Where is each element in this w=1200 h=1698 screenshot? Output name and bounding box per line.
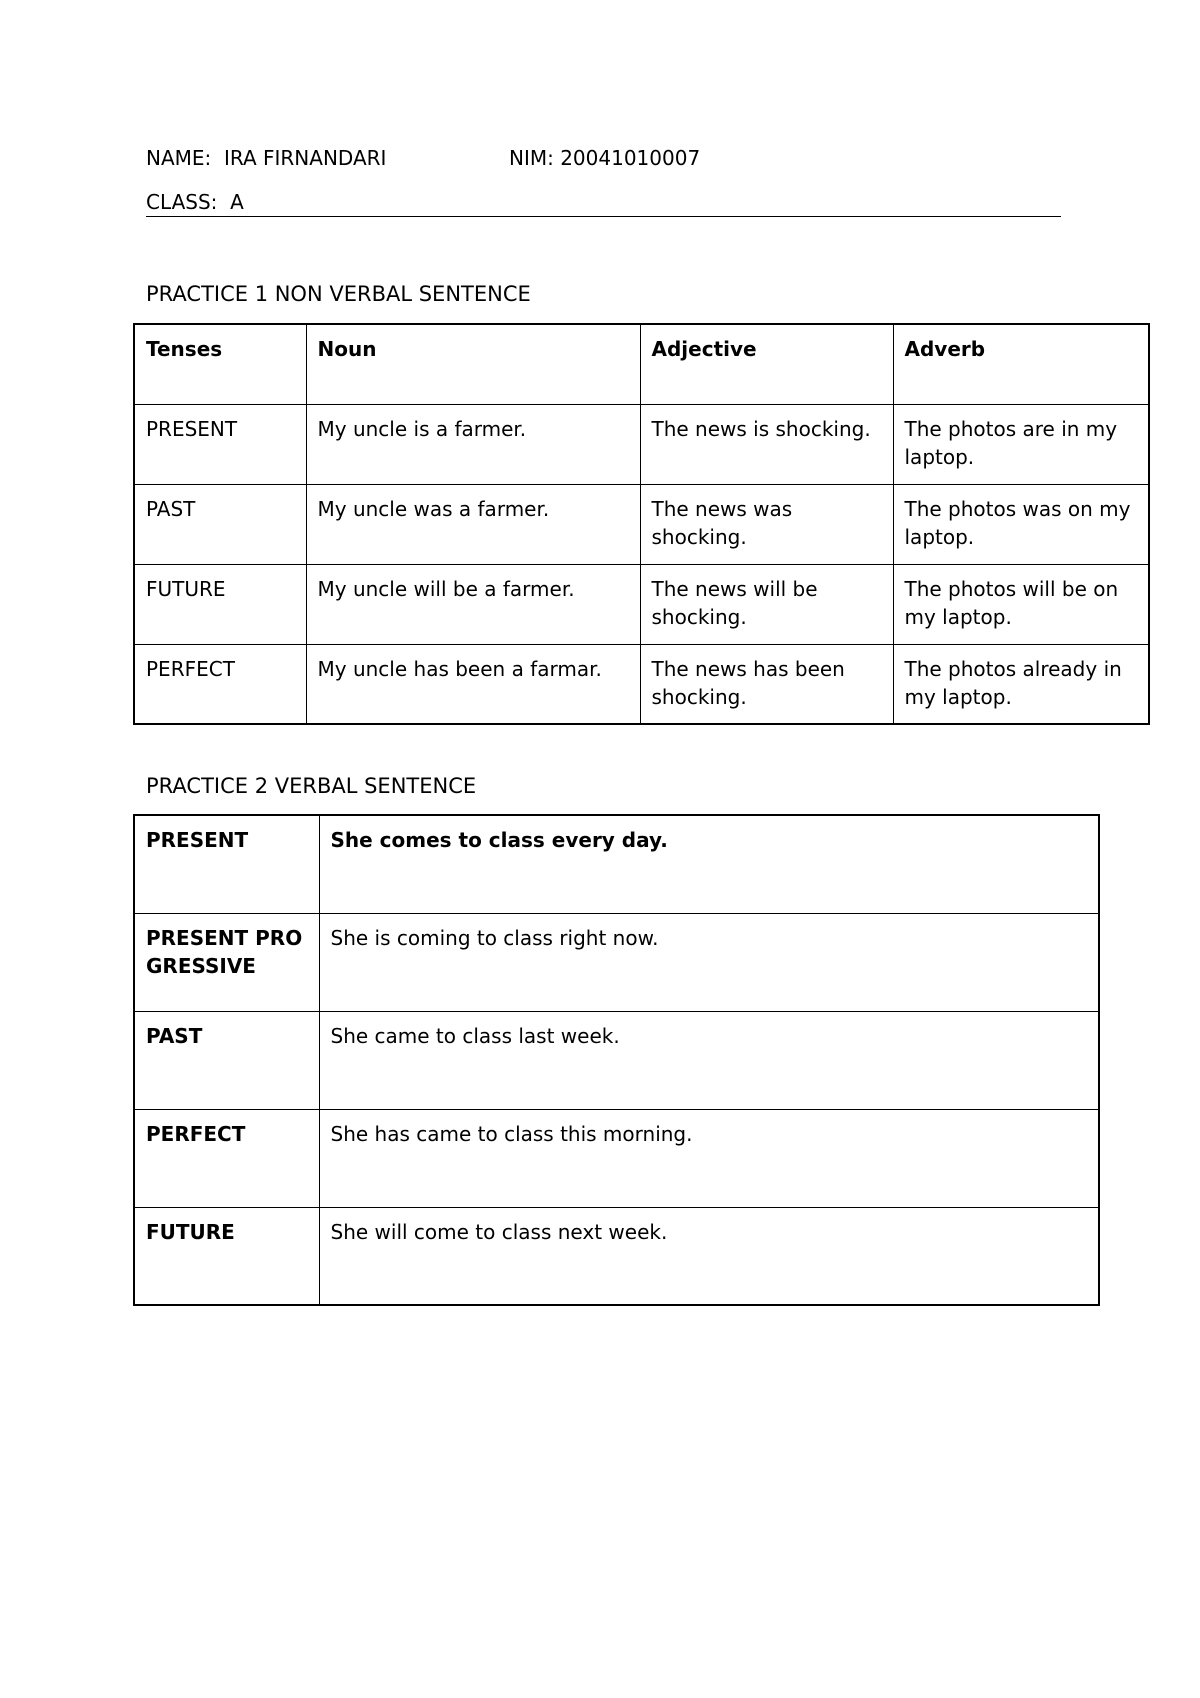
table-row [134, 404, 1149, 484]
practice2-title: PRACTICE 2 VERBAL SENTENCE [146, 774, 477, 798]
tense-cell: PRESENT [134, 404, 306, 484]
tense-cell: PERFECT [134, 1109, 319, 1207]
table-header-row [134, 324, 1149, 404]
adverb-cell: The photos will be on my laptop. [893, 564, 1149, 644]
column-header-tenses: Tenses [134, 324, 306, 404]
practice1-table [133, 323, 1150, 725]
header-divider [146, 216, 1061, 217]
table-row [134, 484, 1149, 564]
noun-cell: My uncle is a farmer. [306, 404, 640, 484]
noun-cell: My uncle will be a farmer. [306, 564, 640, 644]
sentence-cell: She came to class last week. [319, 1011, 1099, 1109]
adjective-cell: The news is shocking. [640, 404, 893, 484]
sentence-cell: She will come to class next week. [319, 1207, 1099, 1305]
tense-cell: PAST [134, 1011, 319, 1109]
table-row [134, 1109, 1099, 1207]
tense-cell: PERFECT [134, 644, 306, 724]
table-row [134, 815, 1099, 913]
adverb-cell: The photos are in my laptop. [893, 404, 1149, 484]
student-nim: NIM: 20041010007 [509, 146, 701, 170]
tense-cell: PRESENT [134, 815, 319, 913]
tense-cell: FUTURE [134, 1207, 319, 1305]
tense-cell: FUTURE [134, 564, 306, 644]
table-row [134, 564, 1149, 644]
sentence-cell: She has came to class this morning. [319, 1109, 1099, 1207]
table-row [134, 913, 1099, 1011]
adjective-cell: The news has been shocking. [640, 644, 893, 724]
adjective-cell: The news was shocking. [640, 484, 893, 564]
table-row [134, 1207, 1099, 1305]
tense-cell: PRESENT PROGRESSIVE [134, 913, 319, 1011]
practice2-table [133, 814, 1100, 1306]
adjective-cell: The news will be shocking. [640, 564, 893, 644]
noun-cell: My uncle was a farmer. [306, 484, 640, 564]
noun-cell: My uncle has been a farmar. [306, 644, 640, 724]
tense-cell: PAST [134, 484, 306, 564]
column-header-noun: Noun [306, 324, 640, 404]
practice1-title: PRACTICE 1 NON VERBAL SENTENCE [146, 282, 531, 306]
sentence-cell: She comes to class every day. [319, 815, 1099, 913]
column-header-adjective: Adjective [640, 324, 893, 404]
table-row [134, 1011, 1099, 1109]
student-name: NAME: IRA FIRNANDARI [146, 146, 387, 170]
sentence-cell: She is coming to class right now. [319, 913, 1099, 1011]
table-row [134, 644, 1149, 724]
student-class: CLASS: A [146, 190, 244, 214]
column-header-adverb: Adverb [893, 324, 1149, 404]
adverb-cell: The photos already in my laptop. [893, 644, 1149, 724]
adverb-cell: The photos was on my laptop. [893, 484, 1149, 564]
